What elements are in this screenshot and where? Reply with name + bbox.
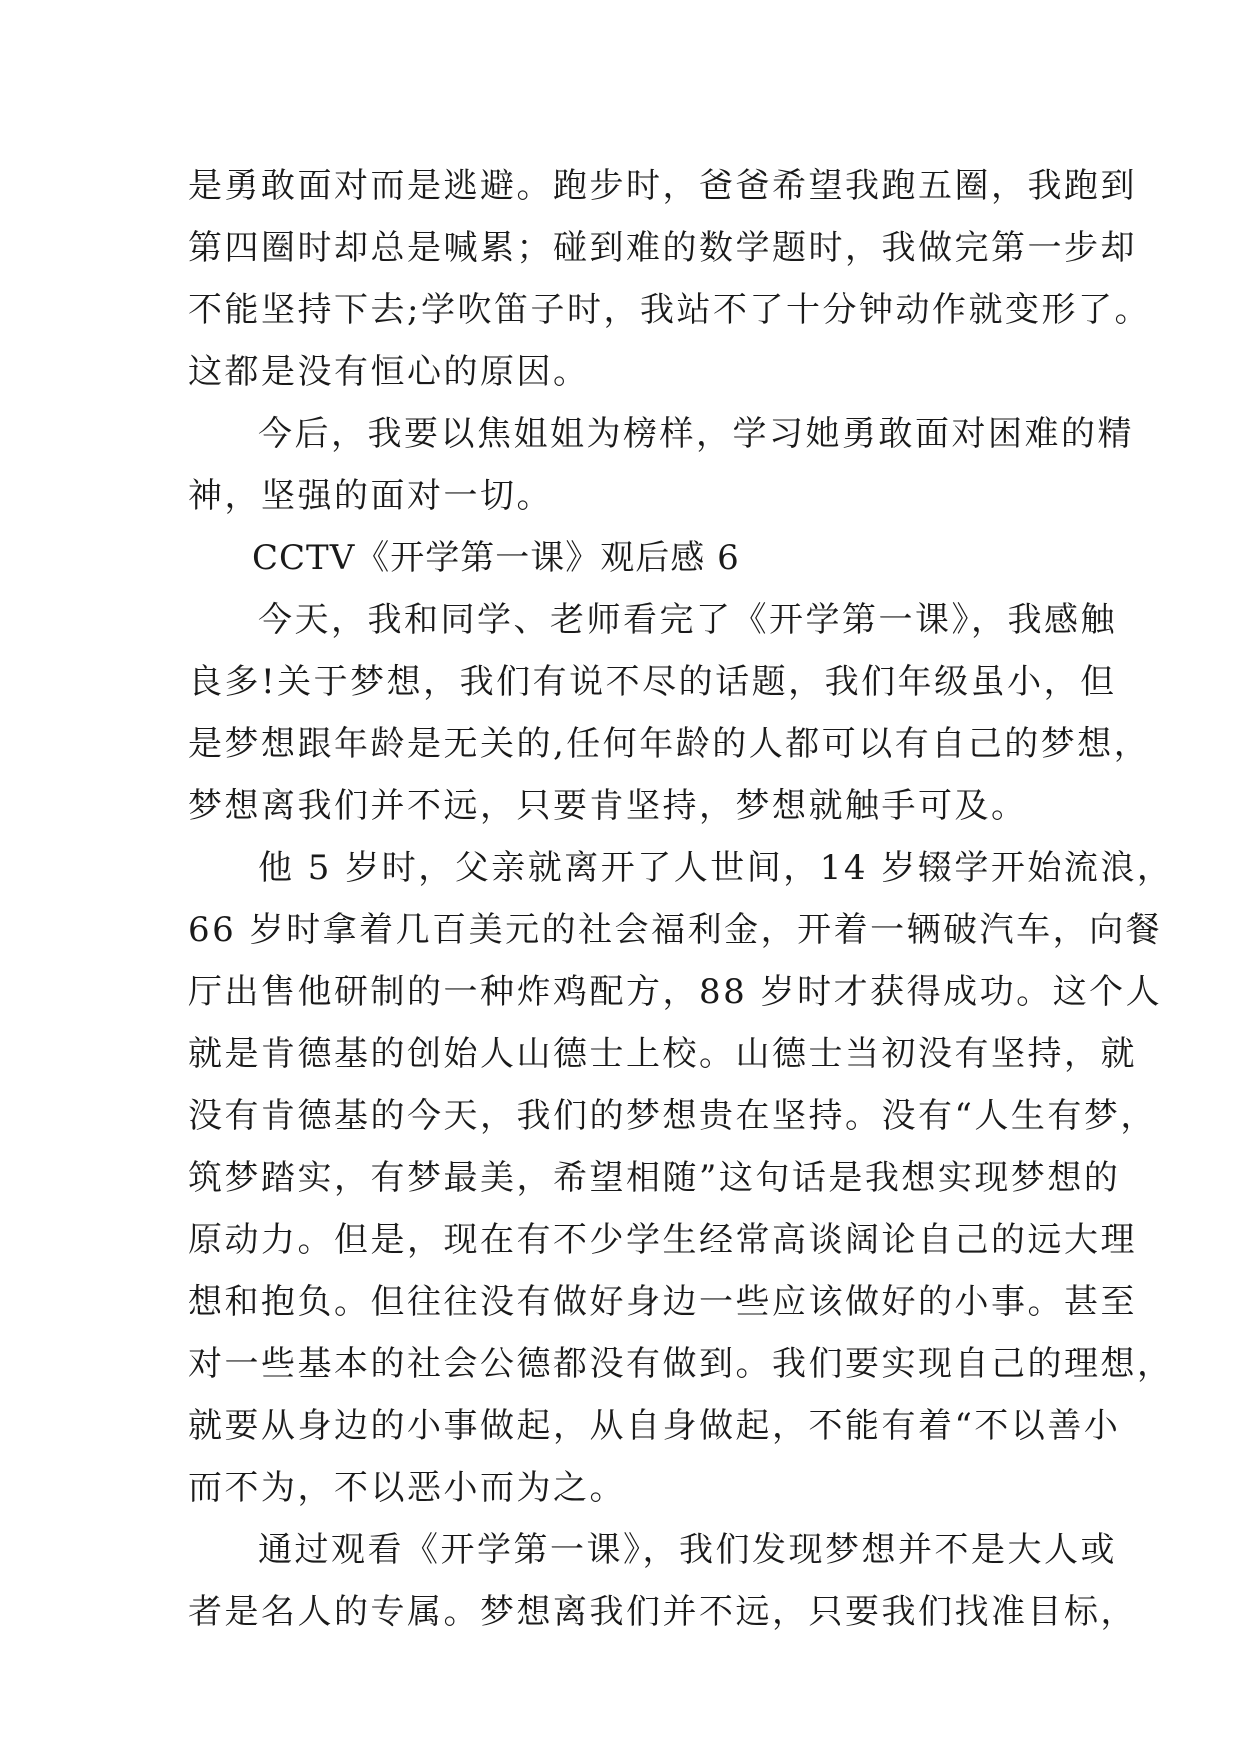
paragraph <box>188 155 1151 403</box>
text-line: 他 5 岁时，父亲就离开了人世间，14 岁辍学开始流浪， <box>258 848 1174 888</box>
text-line: 原动力。但是，现在有不少学生经常高谈阔论自己的远大理 <box>188 1220 1137 1260</box>
section-heading: CCTV《开学第一课》观后感 6 <box>252 538 740 578</box>
text-line: 这都是没有恒心的原因。 <box>188 352 590 392</box>
text-line: 就要从身边的小事做起，从自身做起，不能有着“不以善小 <box>188 1406 1121 1446</box>
text-line: 今天，我和同学、老师看完了《开学第一课》，我感触 <box>258 600 1117 640</box>
text-line: 是勇敢面对而是逃避。跑步时，爸爸希望我跑五圈，我跑到 <box>188 166 1137 206</box>
text-line: 不能坚持下去;学吹笛子时，我站不了十分钟动作就变形了。 <box>188 290 1151 330</box>
text-line: 66 岁时拿着几百美元的社会福利金，开着一辆破汽车，向餐 <box>188 910 1163 950</box>
text-line: 者是名人的专属。梦想离我们并不远，只要我们找准目标， <box>188 1592 1137 1632</box>
text-line: 梦想离我们并不远，只要肯坚持，梦想就触手可及。 <box>188 786 1028 826</box>
text-line: 而不为，不以恶小而为之。 <box>188 1468 626 1508</box>
text-line: 今后，我要以焦姐姐为榜样，学习她勇敢面对困难的精 <box>258 414 1134 454</box>
document-body <box>188 155 1174 1643</box>
text-line: 对一些基本的社会公德都没有做到。我们要实现自己的理想， <box>188 1344 1174 1384</box>
text-line: 就是肯德基的创始人山德士上校。山德士当初没有坚持，就 <box>188 1034 1137 1074</box>
text-line: 第四圈时却总是喊累；碰到难的数学题时，我做完第一步却 <box>188 228 1137 268</box>
text-line: 厅出售他研制的一种炸鸡配方，88 岁时才获得成功。这个人 <box>188 972 1163 1012</box>
text-line: 没有肯德基的今天，我们的梦想贵在坚持。没有“人生有梦， <box>188 1096 1157 1136</box>
text-line: 是梦想跟年龄是无关的,任何年龄的人都可以有自己的梦想， <box>188 724 1151 764</box>
paragraph <box>188 589 1151 837</box>
paragraph <box>188 837 1174 1519</box>
text-line: 通过观看《开学第一课》，我们发现梦想并不是大人或 <box>258 1530 1117 1570</box>
text-line: 筑梦踏实，有梦最美，希望相随”这句话是我想实现梦想的 <box>188 1158 1121 1198</box>
text-line: 想和抱负。但往往没有做好身边一些应该做好的小事。甚至 <box>188 1282 1137 1322</box>
text-line: 神，坚强的面对一切。 <box>188 476 553 516</box>
text-line: 良多!关于梦想，我们有说不尽的话题，我们年级虽小，但 <box>188 662 1117 702</box>
paragraph <box>188 1519 1137 1643</box>
paragraph <box>188 403 1134 527</box>
